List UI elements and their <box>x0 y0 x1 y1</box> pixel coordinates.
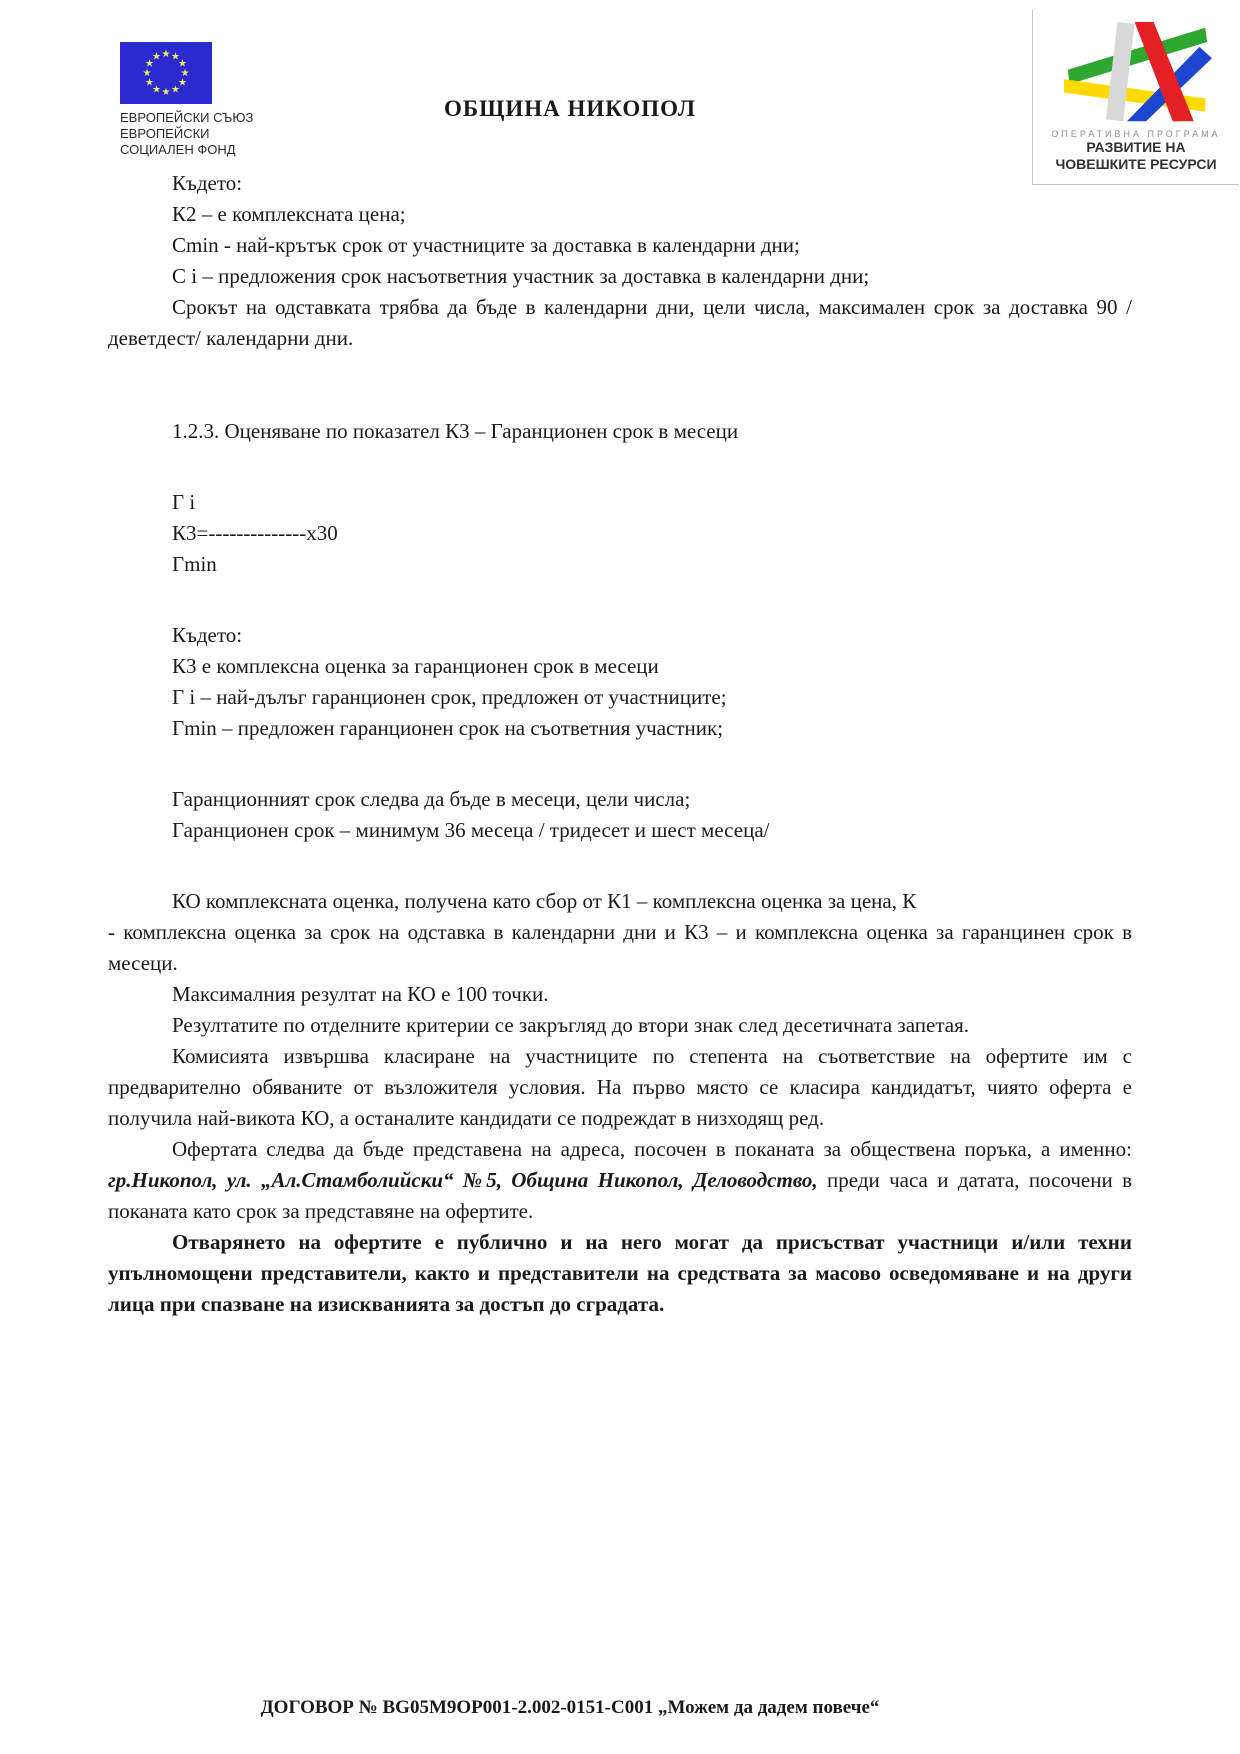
paragraph: Гаранционен срок – минимум 36 месеца / тридесет и шест месеца/ <box>172 818 770 842</box>
ophrd-logo-icon <box>1059 22 1214 127</box>
contract-number: ДОГОВОР № BG05M9OP001-2.002-0151-C001 „Можем да дадем повече“ <box>260 1697 880 1718</box>
eu-caption-line: СОЦИАЛЕН ФОНД <box>120 142 236 157</box>
eu-flag-icon <box>120 42 212 104</box>
eu-caption-line: ЕВРОПЕЙСКИ СЪЮЗ <box>120 110 254 125</box>
svg-text:★: ★ <box>142 68 152 79</box>
paragraph: Гаранционният срок следва да бъде в месеци, цели числа; <box>172 787 691 811</box>
svg-text:★: ★ <box>171 84 180 96</box>
address-text-post: преди часа и датата, посочени в поканата като срок за представяне на офертите. <box>108 1168 1132 1223</box>
formula-equation: К3=--------------х30 <box>172 521 338 545</box>
paragraph: Резултатите по отделните критерии се закръгляд до втори знак след десетичната запетая. <box>172 1013 969 1037</box>
paragraph: Където: <box>172 623 243 647</box>
paragraph: Срокът на одставката трябва да бъде в календарни дни, цели числа, максимален срок за доставка 90 / деветдест/ календарни дни. <box>108 295 1132 350</box>
formula-denominator: Гmin <box>172 552 217 576</box>
svg-text:★: ★ <box>171 51 180 63</box>
svg-text:★: ★ <box>178 77 187 89</box>
paragraph: Сmin - най-крътък срок от участниците за доставка в календарни дни; <box>172 233 800 257</box>
ophrd-program-caption: ОПЕРАТИВНА ПРОГРАМА <box>1051 129 1221 139</box>
paragraph: Гmin – предложен гаранционен срок на съответния участник; <box>172 716 724 740</box>
section-heading: 1.2.3. Оценяване по показател К3 – Гаранционен срок в месеци <box>172 419 739 443</box>
address-text-pre: Офертата следва да бъде представена на адреса, посочен в поканата за обществена поръка, а именно: <box>172 1137 1132 1161</box>
paragraph: Където: <box>172 171 243 195</box>
svg-text:★: ★ <box>152 84 161 96</box>
document-footer <box>0 1697 1140 1719</box>
paragraph: Максималния резултат на КО е 100 точки. <box>172 982 549 1006</box>
document-header <box>0 0 1240 200</box>
svg-text:★: ★ <box>178 58 187 70</box>
paragraph: К2 – е комплексната цена; <box>172 202 406 226</box>
svg-text:★: ★ <box>145 77 154 89</box>
svg-text:★: ★ <box>161 49 171 60</box>
paragraph: К3 е комплексна оценка за гаранционен срок в месеци <box>172 654 659 678</box>
ophrd-caption-line: РАЗВИТИЕ НА <box>1086 139 1186 155</box>
address-paragraph <box>108 1134 1132 1227</box>
svg-text:★: ★ <box>145 58 154 70</box>
paragraph: - комплексна оценка за срок на одставка в календарни дни и К3 – и комплексна оценка за гаранцинен срок в месеци. <box>108 920 1132 975</box>
svg-text:★: ★ <box>180 68 190 79</box>
eu-caption-line: ЕВРОПЕЙСКИ <box>120 126 210 141</box>
paragraph: С i – предложения срок насъответния участник за доставка в календарни дни; <box>172 264 870 288</box>
ophrd-caption-line: ЧОВЕШКИТЕ РЕСУРСИ <box>1055 156 1217 172</box>
paragraph: Г i – най-дълъг гаранционен срок, предложен от участниците; <box>172 685 727 709</box>
svg-text:★: ★ <box>152 51 161 63</box>
formula-numerator: Г i <box>172 490 196 514</box>
paragraph: КО комплексната оценка, получена като сбор от К1 – комплексна оценка за цена, К <box>172 889 917 913</box>
closing-bold-paragraph: Отварянето на офертите е публично и на него могат да присъстват участници и/или техни упълномощени представители, както и представители на средствата за масово осведомяване и на други лица при спазване на изискванията за достъп до сградата. <box>108 1230 1132 1316</box>
page-title: ОБЩИНА НИКОПОЛ <box>443 96 697 121</box>
svg-text:★: ★ <box>161 87 171 98</box>
ophrd-logo-block <box>1032 10 1239 185</box>
address-text-bold: гр.Никопол, ул. „Ал.Стамболийски“ №5, Община Никопол, Деловодство, <box>108 1168 818 1192</box>
paragraph: Комисията извършва класиране на участниците по степента на съответствие на офертите им с предварително обяваните от възложителя условия. На първо място се класира кандидатът, чиято оферта е получила най-викота КО, а останалите кандидати се подреждат в низходящ ред. <box>108 1044 1132 1130</box>
formula-block <box>108 487 1132 580</box>
